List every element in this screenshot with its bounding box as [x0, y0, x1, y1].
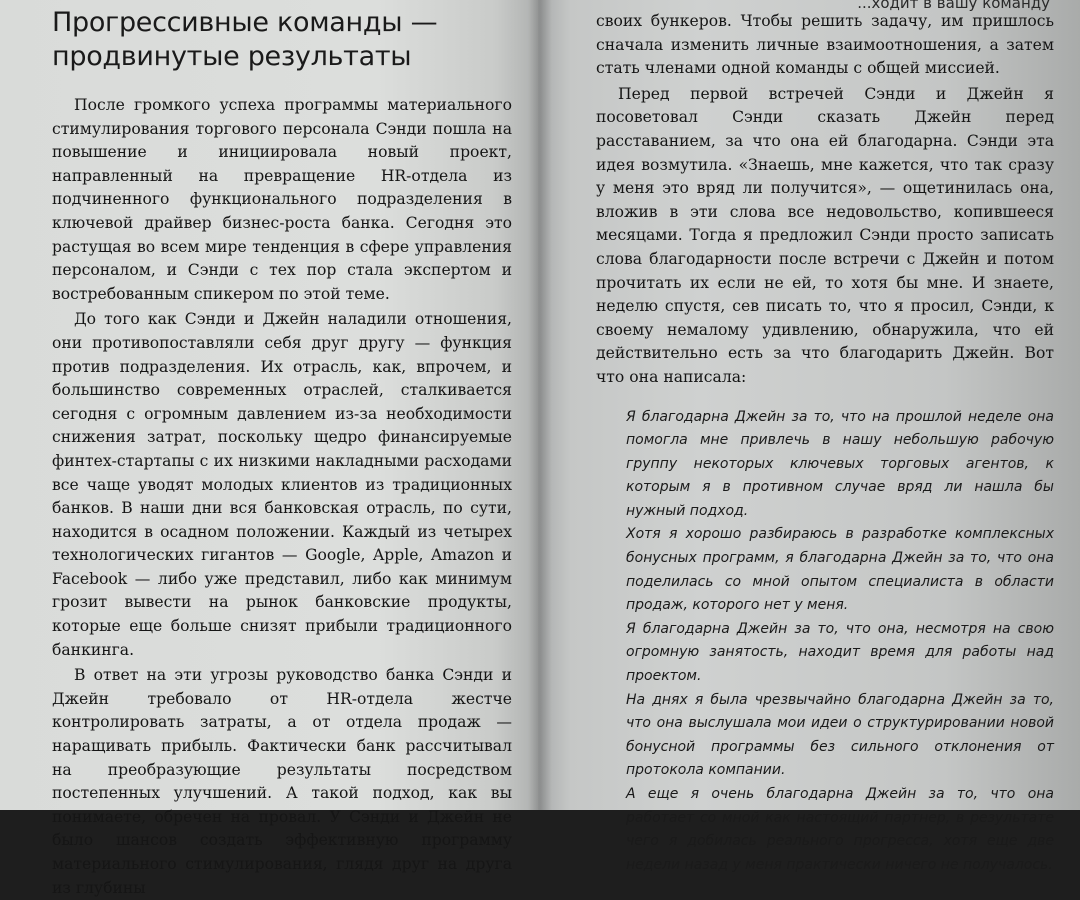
paragraph: В ответ на эти угрозы руководство банка Сэнди и Джейн требовало от HR-отдела жестче контролировать затраты, а от отдела продаж — наращивать прибыль. Фактически банк рассчитывал на преобразующие результаты посредством постепенных улучшений. А такой подход, как вы понимаете, обречен на провал. У Сэнди и Джейн не было шансов создать эффективную программу материального стимулирования, глядя друг на друга из глубины: [52, 666, 512, 897]
paragraph: После громкого успеха программы материального стимулирования торгового персонала Сэнди пошла на повышение и инициировала новый проект, направленный на превращение HR-отдела из подчиненного функционального подразделения в ключевой драйвер бизнес-роста банка. Сегодня это растущая во всем мире тенденция в сфере управления персоналом, и Сэнди с тех пор стала экспертом и востребованным спикером по этой теме.: [52, 96, 512, 303]
quote-item: А еще я очень благодарна Джейн за то, что она работает со мной как настоящий партнер, в результате чего я добилась реального прогресса, хотя еще две недели назад у меня практически ничего не получалось.: [626, 786, 1054, 873]
quote-item: Я благодарна Джейн за то, что на прошлой неделе она помогла мне привлечь в нашу небольшую рабочую группу некоторых ключевых торговых агентов, к которым я в противном случае вряд ли нашла бы нужный подход.: [626, 408, 1054, 519]
right-page: [538, 0, 1080, 873]
continued-paragraph: своих бункеров. Чтобы решить задачу, им пришлось сначала изменить личные взаимоотношения, а затем стать членами одной команды с общей миссией.: [596, 12, 1054, 78]
chapter-heading: [52, 6, 512, 74]
heading-line-1: Прогрессивные команды —: [52, 7, 438, 38]
right-body-text: [596, 10, 1054, 390]
quote-item: Хотя я хорошо разбираюсь в разработке комплексных бонусных программ, я благодарна Джейн за то, что она поделилась со мной опытом специалиста в области продаж, которого нет у меня.: [626, 526, 1054, 614]
heading-line-2: продвинутые результаты: [52, 41, 412, 72]
quote-item: На днях я была чрезвычайно благодарна Джейн за то, что она выслушала мои идеи о структурировании новой бонусной программы без сильного отклонения от протокола компании.: [626, 691, 1054, 779]
paragraph: Перед первой встречей Сэнди и Джейн я посоветовал Сэнди сказать Джейн перед расставанием, за что она ей благодарна. Сэнди эта идея возмутила. «Знаешь, мне кажется, что так сразу у меня это вряд ли получится», — ощетинилась она, вложив в эти слова все недовольство, копившееся месяцами. Тогда я предложил Сэнди просто записать слова благодарности после встречи с Джейн и потом прочитать их если не ей, то хотя бы мне. И знаете, неделю спустя, сев писать то, что я просил, Сэнди, к своему немалому удивлению, обнаружила, что ей действительно есть за что благодарить Джейн. Вот что она написала:: [596, 84, 1054, 386]
paragraph: До того как Сэнди и Джейн наладили отношения, они противопоставляли себя друг другу — функция против подразделения. Их отрасль, как, впрочем, и большинство современных отраслей, сталкивается сегодня с огромным давлением из-за необходимости снижения затрат, поскольку щедро финансируемые финтех-стартапы с их низкими накладными расходами все чаще уводят молодых клиентов из традиционных банков. В наши дни вся банковская отрасль, по сути, находится в осадном положении. Каждый из четырех технологических гигантов — Google, Apple, Amazon и Facebook — либо уже представил, либо как минимум грозит вывести на рынок банковские продукты, которые еще больше снизят прибыли традиционного банкинга.: [52, 310, 512, 659]
left-body-text: [52, 94, 512, 900]
quote-item: Я благодарна Джейн за то, что она, несмотря на свою огромную занятость, находит время для работы над проектом.: [626, 620, 1054, 685]
running-head: ...ходит в вашу команду: [857, 0, 1050, 12]
gratitude-quotes: [626, 406, 1054, 878]
left-page: [0, 0, 538, 897]
